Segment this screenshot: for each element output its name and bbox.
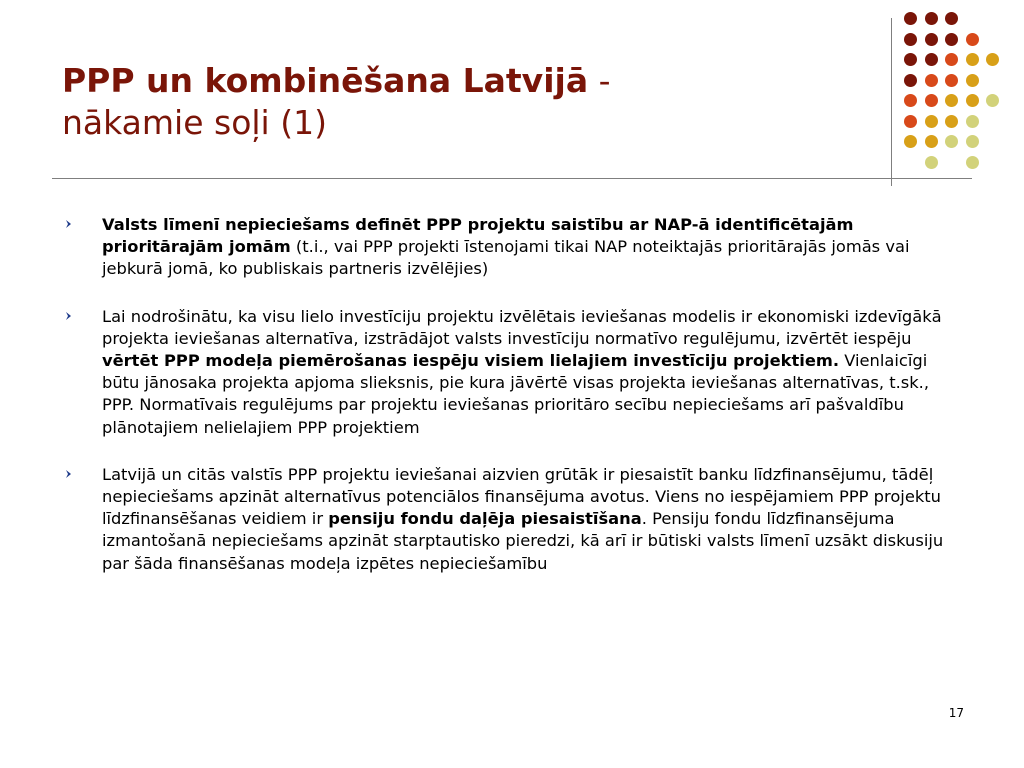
chevron-right-icon [64,219,74,229]
decorative-dot [966,94,979,107]
decorative-dot [925,53,938,66]
decorative-dot [945,115,958,128]
bullet-item [62,214,962,281]
title-dash: - [588,61,611,100]
decorative-dot [925,135,938,148]
decorative-dot [966,33,979,46]
bullet-item [62,306,962,439]
decorative-dot [904,135,917,148]
bullet-text-bold: Valsts līmenī nepieciešams definēt PPP projektu saistību ar NAP-ā identificētajām prioritārajām jomām [102,215,854,257]
decorative-dot [925,115,938,128]
decorative-dot [945,94,958,107]
decorative-dot [904,53,917,66]
decorative-dot [986,53,999,66]
decorative-dot [925,12,938,25]
decorative-dot [925,156,938,169]
decorative-dot [966,135,979,148]
title-divider [52,178,972,179]
chevron-right-icon [64,311,74,321]
decorative-dot-grid [904,12,1004,167]
bullet-text: (t.i., vai PPP projekti īstenojami tikai NAP noteiktajās prioritārajās jomās vai jebkurā jomā, ko publiskais partneris izvēlējies) [102,237,910,279]
decorative-dot [966,74,979,87]
decorative-dot [966,156,979,169]
decorative-dot [925,94,938,107]
decorative-dot [925,74,938,87]
decorative-dot [945,33,958,46]
decorative-dot [925,33,938,46]
decorative-dot [904,94,917,107]
title-main-text: PPP un kombinēšana Latvijā [62,61,589,100]
title-line-1 [62,60,862,102]
bullet-item [62,464,962,575]
decorative-dot [945,74,958,87]
decorative-dot [904,115,917,128]
bullet-text-bold: vērtēt PPP modeļa piemērošanas iespēju visiem lielajiem investīciju projektiem. [102,351,840,371]
decorative-dot [945,12,958,25]
title-line-2: nākamie soļi (1) [62,103,327,142]
chevron-right-icon [64,469,74,479]
decorative-dot [966,115,979,128]
bullet-text: Latvijā un citās valstīs PPP projektu ieviešanai aizvien grūtāk ir piesaistīt banku līdzfinansējumu, tādēļ nepieciešams apzināt alternatīvus potenciālos finansējuma avotus. Viens no iespējamiem PPP projektu līdzfinansēšanas veidiem ir [102,464,941,529]
decorative-dot [904,12,917,25]
decorative-dot [904,74,917,87]
decorative-dot [945,135,958,148]
bullet-text: Vienlaicīgi būtu jānosaka projekta apjoma slieksnis, pie kura jāvērtē visas projekta ieviešanas alternatīvas, t.sk., PPP. Normatīvais regulējums par projektu ieviešanas prioritāro secību nepieciešams arī pašvaldību plānotajiem nelielajiem PPP projektiem [102,351,930,437]
page-number: 17 [948,706,964,720]
bullet-text: . Pensiju fondu līdzfinansējuma izmantošanā nepieciešams apzināt starptautisko pieredzi, kā arī ir būtiski valsts līmenī uzsākt diskusiju par šāda finansēšanas modeļa izpētes nepieciešamību [102,509,944,573]
bullet-list [62,214,962,600]
bullet-text-bold: pensiju fondu daļēja piesaistīšana [328,509,642,529]
decorative-dot [966,53,979,66]
vertical-divider [891,18,892,186]
bullet-text: Lai nodrošinātu, ka visu lielo investīciju projektu izvēlētais ieviešanas modelis ir ekonomiski izdevīgākā projekta ieviešanas alternatīva, izstrādājot valsts investīciju normatīvo regulējumu, izvērtēt iespēju [102,306,942,348]
decorative-dot [986,94,999,107]
decorative-dot [945,53,958,66]
decorative-dot [904,33,917,46]
slide-title [62,60,862,144]
